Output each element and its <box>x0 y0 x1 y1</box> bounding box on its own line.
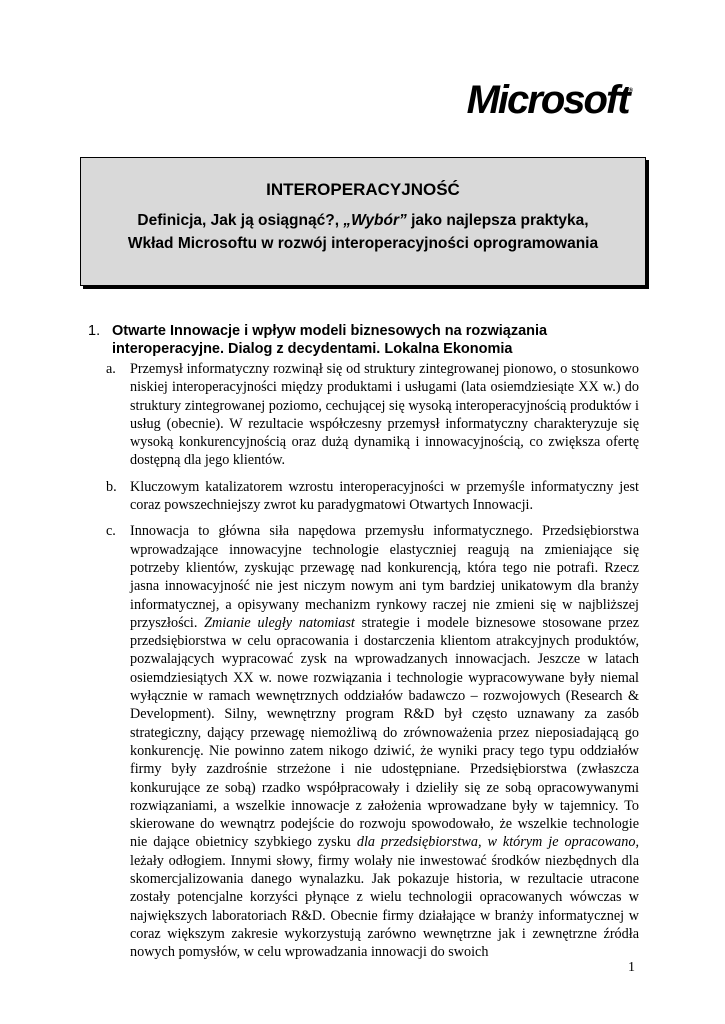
item-text: strategie i modele biznesowe stosowane przez przedsiębiorstwa w celu opracowania i dostarczenia klientom atrakcyjnych produktów, pozwalających wypracować zysk na wprowadzanych innowacjach. Jeszcze w latach osiemdziesiątych XX w. nowe rozwiązania i technologie wypracowywane były niemal wyłącznie w ramach wewnętrznych oddziałów badawczo – rozwojowych (Research & Development). Silny, wewnętrzny program R&D był często uznawany za zasób strategiczny, dający przewagę niemożliwą do zrównoważenia przez nieposiadającą go konkurencję. Nie powinno zatem nikogo dziwić, że wyniki pracy tego typu oddziałów firmy były zazdrośnie strzeżone i nie udostępniane. Przedsiębiorstwa (zwłaszcza konkurujące ze sobą) rzadko współpracowały i dzieliły się ze sobą opracowywanymi rozwiązaniami, a wszelkie innowacje z założenia wprowadzane były w tajemnicy. To skierowane do wewnątrz podejście do rozwoju spowodowało, że wszelkie technologie nie dające obietnicy szybkiego zysku <box>130 614 639 851</box>
registered-mark: ® <box>628 88 633 94</box>
section-heading <box>88 322 643 358</box>
item-text: Przemysł informatyczny rozwinął się od struktury zintegrowanej pionowo, o stosunkowo niskiej interoperacyjności między produktami i usługami (lata osiemdziesiąte XX w.) do struktury zintegrowanej poziomo, cechującej się wysoką interoperacyjnością produktów i usług (obecnie). W rezultacie współczesny przemysł informatyczny charakteryzuje się wysoką konkurencyjnością oraz dużą dynamiką i innowacyjnością, co zwiększa ofertę dostępną dla jego klientów. <box>130 361 639 469</box>
document-title: INTEROPERACYJNOŚĆ <box>266 180 460 199</box>
subtitle-italic: „Wybór” <box>343 212 407 229</box>
subtitle-part: Definicja, Jak ją osiągnąć?, <box>137 212 344 229</box>
list-item <box>104 522 639 961</box>
page-number: 1 <box>628 960 635 975</box>
item-marker: b. <box>106 478 117 495</box>
item-list <box>104 360 639 970</box>
item-marker: c. <box>106 523 116 540</box>
item-text: Kluczowym katalizatorem wzrostu interoperacyjności w przemyśle informatyczny jest coraz powszechniejszy zwrot ku paradygmatowi Otwartych Innowacji. <box>130 478 639 514</box>
section-number: 1. <box>88 323 101 339</box>
item-text: , leżały odłogiem. Innymi słowy, firmy wolały nie inwestować środków niezbędnych dla skomercjalizowania danego wynalazku. Jak pokazuje historia, w rezultacie utracone zostały potencjalne korzyści płynące z wielu technologii opracowanych wówczas w największych laboratoriach R&D. Obecnie firmy działające w branży informatycznej w coraz większym zakresie wykorzystują zarówno wewnętrzne jak i zewnętrzne źródła nowych pomysłów, w celu wprowadzania innowacji do swoich <box>130 834 639 961</box>
list-item <box>104 478 639 515</box>
logo-text: Microsoft <box>466 78 629 122</box>
item-italic: dla przedsiębiorstwa, w którym je opracowano <box>356 834 636 851</box>
document-subtitle <box>81 209 645 256</box>
microsoft-logo <box>467 80 633 120</box>
item-italic: Zmianie uległy natomiast <box>204 614 355 631</box>
title-box <box>80 157 646 286</box>
subtitle-part: jako najlepsza praktyka, <box>406 212 589 229</box>
subtitle-line-2: Wkład Microsoftu w rozwój interoperacyjności oprogramowania <box>127 235 599 253</box>
item-marker: a. <box>106 361 116 377</box>
item-text: Innowacja to główna siła napędowa przemysłu informatycznego. Przedsiębiorstwa wprowadzające innowacyjne technologie elastyczniej reagują na zmieniające się potrzeby klientów, zyskując przewagę nad konkurencją, która tego nie potrafi. Rzecz jasna innowacyjność nie jest niczym nowym ani tym bardziej unikatowym dla branży informatycznej, a opisywany mechanizm rynkowy raczej nie zmieni się w najbliższej przyszłości. <box>130 523 639 631</box>
list-item <box>104 360 639 470</box>
section-heading-text: Otwarte Innowacje i wpływ modeli biznesowych na rozwiązania interoperacyjne. Dialog z decydentami. Lokalna Ekonomia <box>112 323 548 357</box>
